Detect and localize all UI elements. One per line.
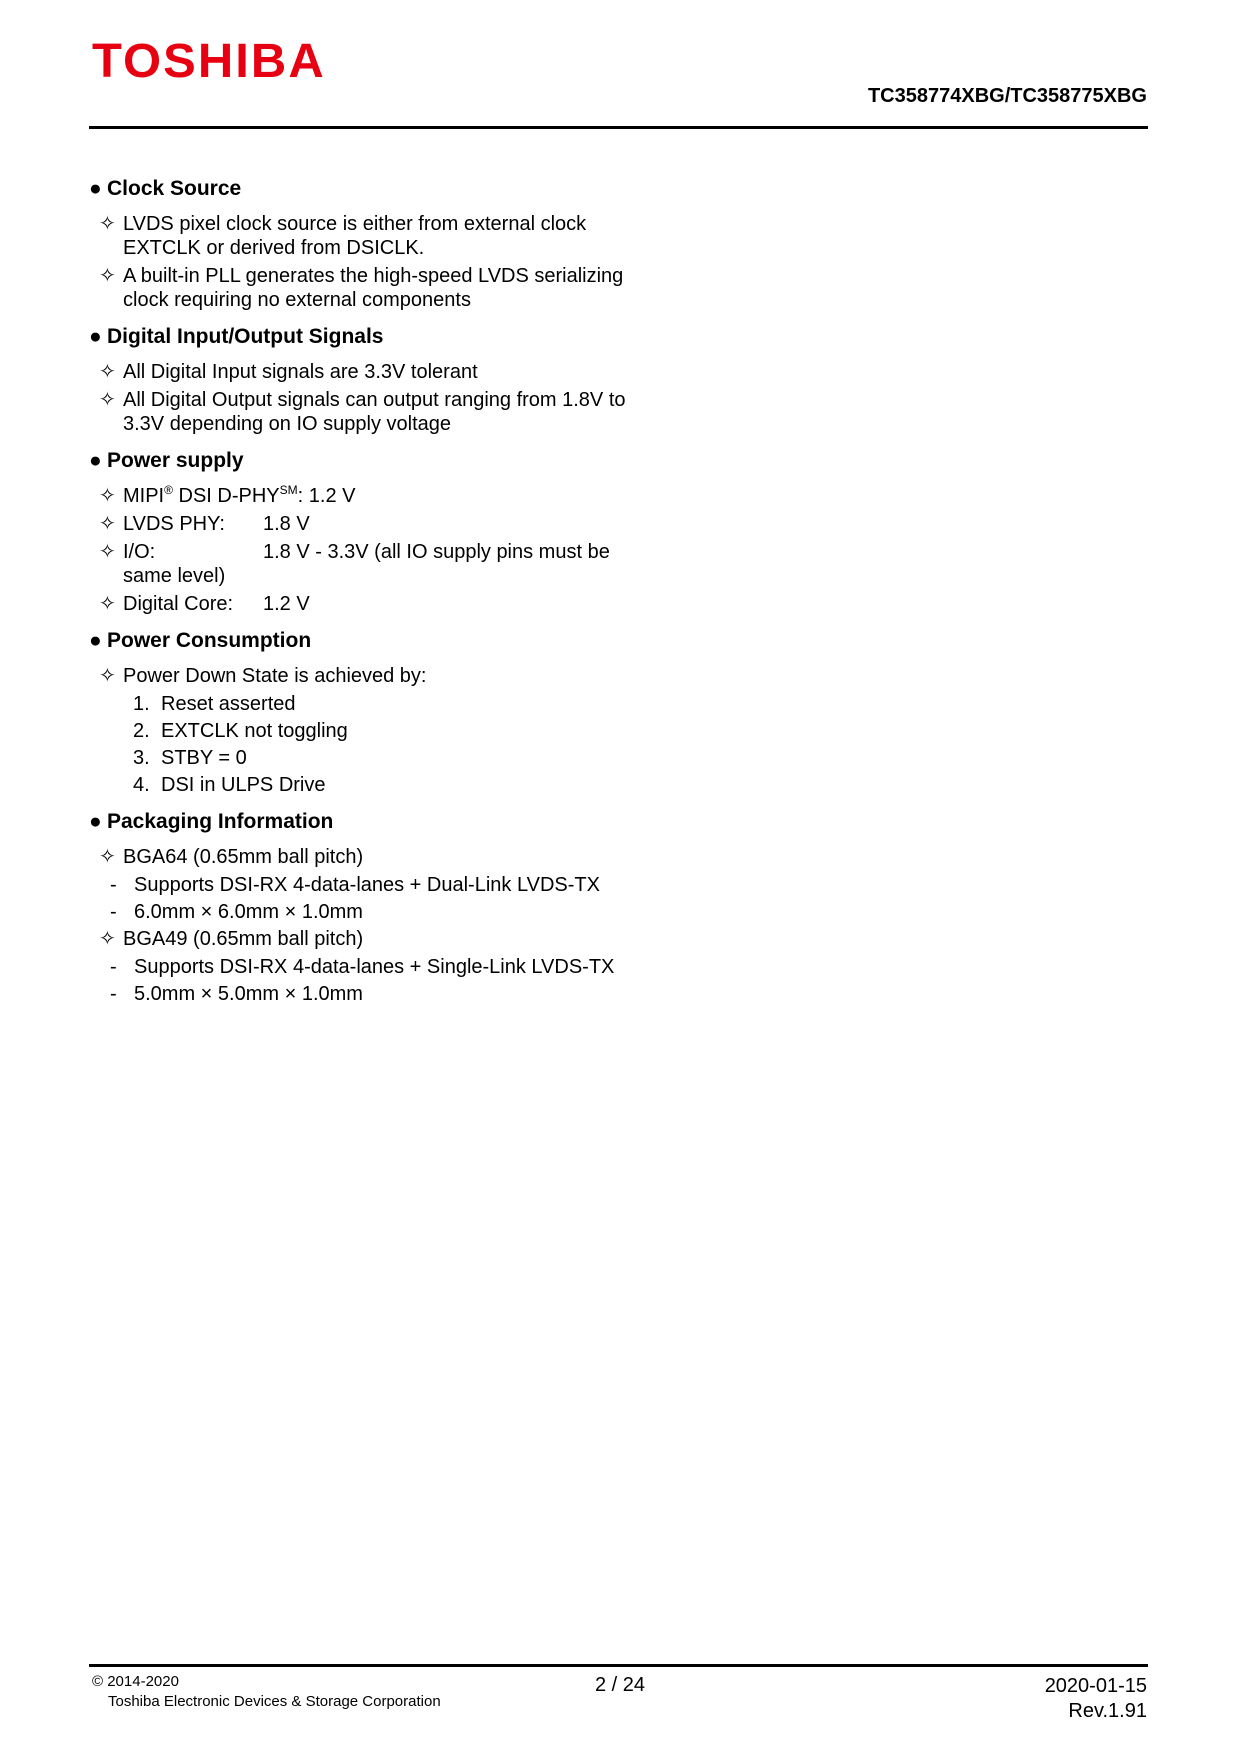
revision-number: Rev.1.91: [1068, 1700, 1147, 1722]
dash-icon: -: [110, 901, 117, 923]
package-detail: - 6.0mm × 6.0mm × 1.0mm: [110, 901, 363, 923]
diamond-bullet-icon: ✧: [99, 593, 116, 615]
page-number: 2 / 24: [594, 1674, 646, 1696]
diamond-bullet-icon: ✧: [99, 665, 116, 687]
section-clock-source: [89, 176, 629, 312]
numbered-item: 3. STBY = 0: [133, 747, 247, 769]
diamond-bullet-icon: ✧: [99, 485, 116, 507]
list-item: ✧ I/O: 1.8 V - 3.3V (all IO supply pins must be same level): [99, 541, 610, 587]
diamond-bullet-icon: ✧: [99, 928, 116, 950]
section-digital-io: [89, 324, 629, 436]
section-power-supply: [89, 448, 629, 616]
diamond-bullet-icon: ✧: [99, 541, 116, 563]
diamond-bullet-icon: ✧: [99, 265, 116, 287]
package-item: ✧ BGA49 (0.65mm ball pitch): [99, 928, 364, 950]
copyright-years: © 2014-2020: [92, 1673, 179, 1690]
bullet-icon: ●: [89, 325, 102, 348]
dash-icon: -: [110, 874, 117, 896]
dash-icon: -: [110, 983, 117, 1005]
list-item: ✧ Power Down State is achieved by:: [99, 665, 427, 687]
package-detail: - 5.0mm × 5.0mm × 1.0mm: [110, 983, 363, 1005]
section-heading: ● Power Consumption: [89, 629, 312, 652]
section-packaging: [89, 809, 629, 1006]
revision-date: 2020-01-15: [1044, 1675, 1147, 1697]
feature-list: [89, 176, 629, 1018]
bullet-icon: ●: [89, 449, 102, 472]
header-rule: [89, 126, 1148, 129]
section-heading: ● Power supply: [89, 449, 244, 472]
list-item: ✧ All Digital Input signals are 3.3V tolerant: [99, 361, 478, 383]
section-heading: ● Digital Input/Output Signals: [89, 325, 384, 348]
bullet-icon: ●: [89, 810, 102, 833]
footer-revision: [1045, 1674, 1147, 1724]
diamond-bullet-icon: ✧: [99, 213, 116, 235]
diamond-bullet-icon: ✧: [99, 513, 116, 535]
list-item: ✧ Digital Core: 1.2 V: [99, 593, 310, 615]
bullet-icon: ●: [89, 629, 102, 652]
footer-rule: [89, 1664, 1148, 1667]
section-heading: ● Packaging Information: [89, 810, 334, 833]
list-item: ✧ LVDS PHY: 1.8 V: [99, 513, 310, 535]
numbered-item: 1. Reset asserted: [133, 693, 296, 715]
list-item-mipi: ✧ MIPI® DSI D-PHY℠: 1.2 V: [99, 483, 356, 507]
package-detail: - Supports DSI-RX 4-data-lanes + Single-Link LVDS-TX: [110, 956, 615, 978]
toshiba-logo: TOSHIBA: [92, 35, 326, 88]
bullet-icon: ●: [89, 177, 102, 200]
numbered-item: 4. DSI in ULPS Drive: [133, 774, 326, 796]
company-name: Toshiba Electronic Devices & Storage Corporation: [108, 1693, 441, 1710]
package-detail: - Supports DSI-RX 4-data-lanes + Dual-Link LVDS-TX: [110, 874, 600, 896]
package-item: ✧ BGA64 (0.65mm ball pitch): [99, 846, 364, 868]
diamond-bullet-icon: ✧: [99, 389, 116, 411]
list-item: ✧ A built-in PLL generates the high-speed LVDS serializing clock requiring no external components: [99, 265, 624, 311]
numbered-item: 2. EXTCLK not toggling: [133, 720, 348, 742]
section-power-consumption: [89, 628, 629, 797]
diamond-bullet-icon: ✧: [99, 846, 116, 868]
list-item: ✧ All Digital Output signals can output ranging from 1.8V to 3.3V depending on IO supply voltage: [99, 389, 626, 435]
list-item: ✧ LVDS pixel clock source is either from external clock EXTCLK or derived from DSICLK.: [99, 213, 587, 259]
document-id: TC358774XBG/TC358775XBG: [867, 85, 1147, 107]
diamond-bullet-icon: ✧: [99, 361, 116, 383]
dash-icon: -: [110, 956, 117, 978]
section-heading: ● Clock Source: [89, 177, 242, 200]
